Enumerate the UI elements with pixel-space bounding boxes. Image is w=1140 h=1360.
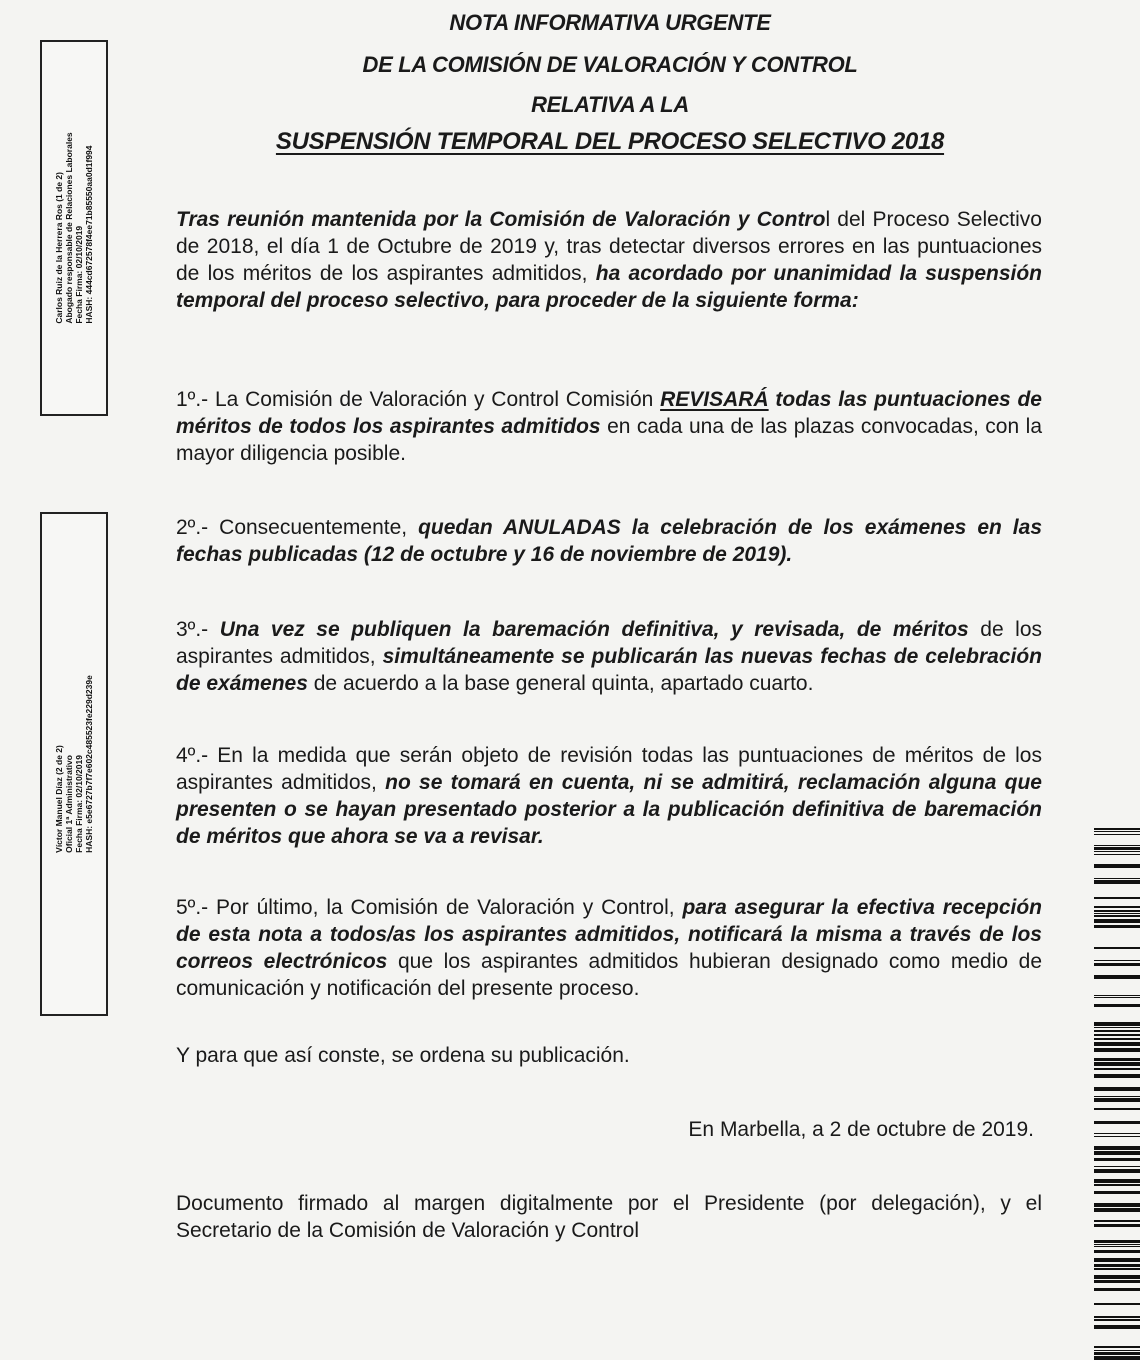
barcode-bar xyxy=(1094,864,1140,868)
barcode-bar xyxy=(1094,960,1140,961)
barcode-bar xyxy=(1094,915,1140,917)
barcode-bar xyxy=(1094,1319,1140,1321)
barcode-bar xyxy=(1094,1068,1140,1070)
barcode-bar xyxy=(1094,1179,1140,1183)
stamp-2-line-4: HASH: e5e6727b7f7e602c485523fe229d239e xyxy=(84,675,94,853)
barcode-bar xyxy=(1094,1346,1140,1348)
barcode-bar xyxy=(1094,1087,1140,1091)
barcode-bar xyxy=(1094,1096,1140,1097)
barcode-bar xyxy=(1094,1158,1140,1161)
stamp-1-line-4: HASH: 444cd672578f4ee71b85550aa0d1f994 xyxy=(84,145,94,324)
item-2-a: 2º.- Consecuentemente, xyxy=(176,516,419,539)
item-3-e: de acuerdo a la base general quinta, apartado cuarto. xyxy=(307,672,814,695)
stamp-1-text xyxy=(54,132,94,323)
item-2-paragraph xyxy=(176,514,1042,568)
barcode-bar xyxy=(1094,1316,1140,1318)
item-1-d: en cada una de las plazas convocadas, con la mayor diligencia posible. xyxy=(176,415,1042,465)
item-1-paragraph xyxy=(176,386,1042,467)
barcode-bar xyxy=(1094,1136,1140,1137)
barcode-bar xyxy=(1094,1048,1140,1052)
barcode-bar xyxy=(1094,1191,1140,1194)
barcode-bar xyxy=(1094,1268,1140,1270)
barcode-bar xyxy=(1094,1352,1140,1355)
barcode-bar xyxy=(1094,1356,1140,1360)
barcode-bar xyxy=(1094,847,1140,850)
barcode-bar xyxy=(1094,1280,1140,1283)
barcode-bar xyxy=(1094,1303,1140,1305)
barcode-bar xyxy=(1094,925,1140,928)
barcode-bar xyxy=(1094,834,1140,835)
barcode-bar xyxy=(1094,828,1140,830)
barcode-bar xyxy=(1094,878,1140,879)
barcode-bar xyxy=(1094,1224,1140,1227)
barcode-bar xyxy=(1094,1058,1140,1061)
intro-paragraph xyxy=(176,206,1042,314)
barcode-bar xyxy=(1094,1220,1140,1222)
signature-note: Documento firmado al margen digitalmente por el Presidente (por delegación), y el Secretario de la Comisión de Valoración y Control xyxy=(176,1192,1042,1242)
item-5-paragraph xyxy=(176,894,1042,1002)
title-line-2: DE LA COMISIÓN DE VALORACIÓN Y CONTROL xyxy=(362,52,858,77)
item-1-a: 1º.- La Comisión de Valoración y Control Comisión xyxy=(176,388,661,411)
barcode-bar xyxy=(1094,897,1140,899)
item-4-a: 4º.- En la medida que serán objeto de revisión todas las puntuaciones de méritos de los aspirantes admitidos, xyxy=(176,744,1042,794)
item-5-a: 5º.- Por último, la Comisión de Valoración y Control, xyxy=(176,896,683,919)
barcode-bar xyxy=(1094,1246,1140,1247)
barcode-bar xyxy=(1094,854,1140,855)
barcode-bar xyxy=(1094,1004,1140,1007)
barcode-bar xyxy=(1094,1325,1140,1329)
item-3-d: simultáneamente se publicarán las nuevas fechas de celebración de exámenes xyxy=(176,645,1042,695)
barcode-bar xyxy=(1094,1250,1140,1253)
digital-signature-stamp-1 xyxy=(40,40,108,416)
item-3-a: 3º.- xyxy=(176,618,220,641)
barcode xyxy=(1094,828,1140,1360)
barcode-bar xyxy=(1094,1034,1140,1036)
place-date: En Marbella, a 2 de octubre de 2019. xyxy=(688,1118,1034,1141)
barcode-bar xyxy=(1094,1030,1140,1032)
barcode-bar xyxy=(1094,1264,1140,1267)
barcode-bar xyxy=(1094,963,1140,966)
document-title: SUSPENSIÓN TEMPORAL DEL PROCESO SELECTIVO 2018 xyxy=(275,128,945,155)
item-4-b: no se tomará en cuenta, ni se admitirá, reclamación alguna que presenten o se hayan presentado posterior a la publicación definitiva de baremación de méritos que ahora se va a revisar. xyxy=(176,771,1042,848)
barcode-bar xyxy=(1094,919,1140,923)
barcode-bar xyxy=(1094,975,1140,979)
barcode-bar xyxy=(1094,1244,1140,1245)
title-line-1: NOTA INFORMATIVA URGENTE xyxy=(449,10,771,35)
barcode-bar xyxy=(1094,1169,1140,1173)
barcode-bar xyxy=(1094,1151,1140,1155)
barcode-bar xyxy=(1094,1042,1140,1046)
barcode-bar xyxy=(1094,1240,1140,1243)
digital-signature-stamp-2 xyxy=(40,512,108,1016)
barcode-bar xyxy=(1094,1275,1140,1279)
barcode-bar xyxy=(1094,851,1140,852)
barcode-bar xyxy=(1094,1133,1140,1134)
stamp-1-line-3: Fecha Firma: 02/10/2019 xyxy=(74,225,84,324)
barcode-bar xyxy=(1094,1022,1140,1026)
item-3-b: Una vez se publiquen la baremación definitiva, y revisada, de méritos xyxy=(219,618,969,641)
barcode-bar xyxy=(1094,1203,1140,1207)
barcode-bar xyxy=(1094,845,1140,846)
item-3-c: de los aspirantes admitidos, xyxy=(176,618,1042,668)
barcode-bar xyxy=(1094,1208,1140,1212)
barcode-bar xyxy=(1094,1038,1140,1040)
item-5-c: que los aspirantes admitidos hubieran designado como medio de comunicación y notificación del presente proceso. xyxy=(176,950,1042,1000)
item-4-paragraph xyxy=(176,742,1042,850)
stamp-1-line-2: Abogado responsable de Relaciones Laborales xyxy=(64,132,74,324)
stamp-2-line-2: Oficial 1ª Administrativo xyxy=(64,755,74,853)
barcode-bar xyxy=(1094,1146,1140,1150)
barcode-bar xyxy=(1094,1166,1140,1167)
barcode-bar xyxy=(1094,906,1140,908)
barcode-bar xyxy=(1094,1184,1140,1186)
barcode-bar xyxy=(1094,910,1140,912)
item-2-b: quedan ANULADAS la celebración de los exámenes en las fechas publicadas (12 de octubre y 16 de noviembre de 2019). xyxy=(176,516,1042,566)
barcode-bar xyxy=(1094,831,1140,832)
barcode-bar xyxy=(1094,1098,1140,1102)
barcode-bar xyxy=(1094,1350,1140,1351)
item-1-c: todas las puntuaciones de méritos de todos los aspirantes admitidos xyxy=(176,388,1042,438)
barcode-bar xyxy=(1094,995,1140,996)
barcode-bar xyxy=(1094,1288,1140,1291)
closing-line: Y para que así conste, se ordena su publicación. xyxy=(176,1044,630,1067)
stamp-2-text xyxy=(54,675,94,853)
item-3-paragraph xyxy=(176,616,1042,697)
intro-bold-2: ha acordado por unanimidad la suspensión temporal del proceso selectivo, para proceder de la siguiente forma: xyxy=(176,262,1042,312)
barcode-bar xyxy=(1094,913,1140,914)
barcode-bar xyxy=(1094,997,1140,998)
intro-plain: l del Proceso Selectivo de 2018, el día 1 de Octubre de 2019 y, tras detectar diversos errores en las puntuaciones de los méritos de los aspirantes admitidos, xyxy=(176,208,1042,285)
intro-bold: Tras reunión mantenida por la Comisión de Valoración y Contro xyxy=(176,208,826,231)
barcode-bar xyxy=(1094,880,1140,884)
barcode-bar xyxy=(1094,1074,1140,1078)
stamp-2-line-1: Víctor Manuel Díaz (2 de 2) xyxy=(54,745,64,853)
stamp-2-line-3: Fecha Firma: 02/10/2019 xyxy=(74,755,84,853)
barcode-bar xyxy=(1094,1108,1140,1110)
item-5-b: para asegurar la efectiva recepción de esta nota a todos/as los aspirantes admitidos, notificará la misma a través de los correos electrónicos xyxy=(176,896,1042,973)
stamp-1-line-1: Carlos Ruiz de la Herrera Ros (1 de 2) xyxy=(54,172,64,324)
barcode-bar xyxy=(1094,1027,1140,1028)
barcode-bar xyxy=(1094,1062,1140,1066)
barcode-bar xyxy=(1094,1258,1140,1262)
item-1-b: REVISARÁ xyxy=(660,388,769,411)
barcode-bar xyxy=(1094,1121,1140,1124)
barcode-bar xyxy=(1094,947,1140,949)
title-line-3: RELATIVA A LA xyxy=(531,92,689,117)
